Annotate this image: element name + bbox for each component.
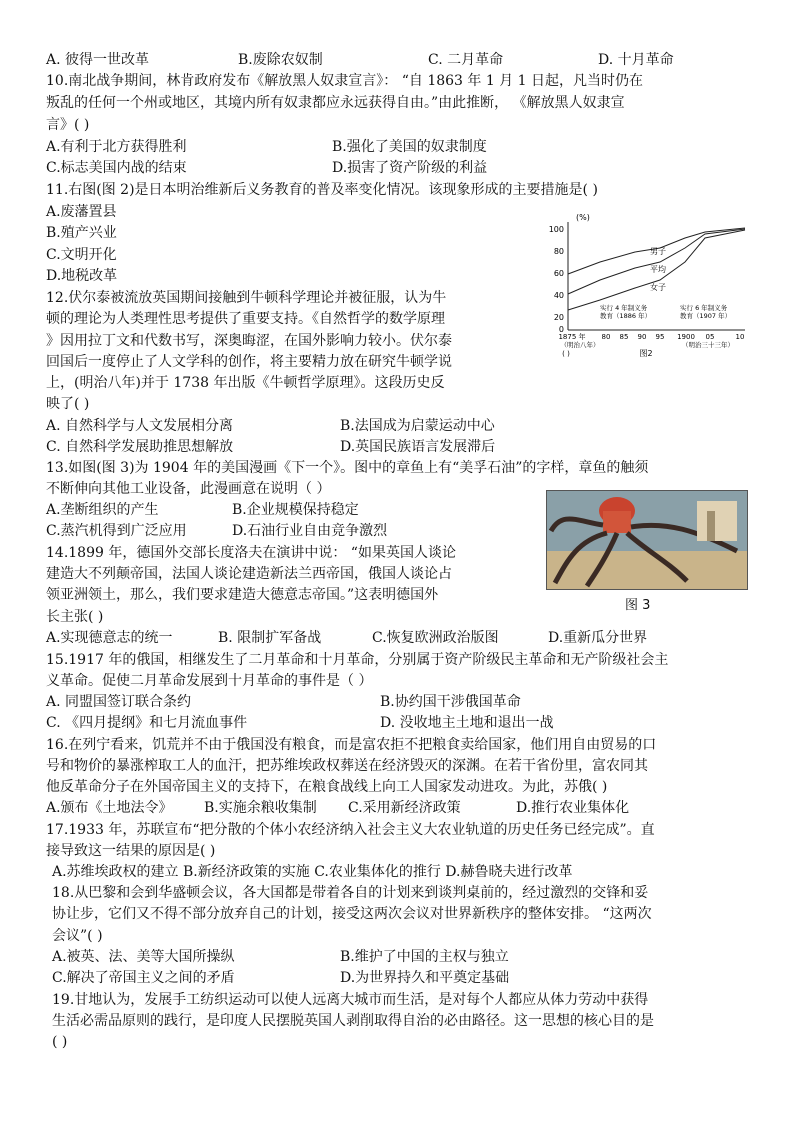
fig2-caption: 图2 (639, 349, 653, 358)
q12-stem-line-4: 回国后一度停止了人文学科的创作，将主要精力放在研究牛顿学说 (46, 354, 452, 370)
fig2-xtick-95: 95 (655, 333, 665, 341)
q15-option-d: D. 没收地主土地和退出一战 (380, 715, 554, 731)
q9-option-c: C. 二月革命 (428, 52, 504, 68)
q15-option-c: C. 《四月提纲》和七月流血事件 (46, 715, 248, 731)
q10-stem-line-3: 言》( ) (46, 117, 90, 133)
fig2-ytick-60: 60 (553, 269, 564, 278)
fig2-ytick-20: 20 (553, 313, 564, 322)
q14-stem-line-1: 14.1899 年，德国外交部长度洛夫在演讲中说： “如果英国人谈论 (46, 545, 456, 561)
fig2-xtick-10: 10 (735, 333, 745, 341)
fig2-label-female: 女子 (650, 283, 666, 292)
q19-stem-line-2: 生活必需品原则的践行，是印度人民摆脱英国人剥削取得自治的必由路径。这一思想的核心目的是 (52, 1013, 654, 1029)
q14-stem-line-2: 建造大不列颠帝国，法国人谈论建造新法兰西帝国，俄国人谈论占 (46, 566, 452, 582)
q15-option-a: A. 同盟国签订联合条约 (46, 694, 192, 710)
q11-option-c: C.文明开化 (46, 247, 117, 263)
q13-option-c: C.蒸汽机得到广泛应用 (46, 523, 187, 539)
figure-3-caption: 图 3 (625, 598, 651, 613)
q18-stem-line-2: 协让步，它们又不得不部分放弃自己的计划，接受这两次会议对世界新秩序的整体安排。 “这两次 (52, 906, 652, 922)
fig2-xtick-1875: 1875 年 (558, 333, 586, 341)
fig2-label-average: 平均 (650, 265, 666, 274)
q11-option-d: D.地税改革 (46, 268, 118, 284)
fig2-x-sub-left: （明治八年） (560, 341, 600, 349)
q16-option-b: B.实施余粮收集制 (204, 800, 317, 816)
q16-stem-line-1: 16.在列宁看来，饥荒并不由于俄国没有粮食，而是富农拒不把粮食卖给国家，他们用自由贸易的口 (46, 737, 657, 753)
q12-option-d: D.英国民族语言发展滞后 (340, 439, 496, 455)
fig2-ytick-0: 0 (558, 325, 564, 334)
q9-option-b: B.废除农奴制 (238, 52, 323, 68)
q17-stem-line-1: 17.1933 年，苏联宣布“把分散的个体小农经济纳入社会主义大农业轨道的历史任务已经完成”。直 (46, 822, 655, 838)
q13-option-d: D.石油行业自由竞争激烈 (232, 523, 388, 539)
fig2-xtick-85: 85 (619, 333, 629, 341)
q12-option-a: A. 自然科学与人文发展相分离 (46, 418, 234, 434)
q15-option-b: B.协约国干涉俄国革命 (380, 694, 521, 710)
figure-3-cartoon (546, 490, 748, 590)
q12-stem-line-2: 顿的理论为人类理性思考提供了重要支持。《自然哲学的数学原理 (46, 311, 445, 327)
q11-option-b: B.殖产兴业 (46, 225, 117, 241)
q13-option-b: B.企业规模保持稳定 (232, 502, 359, 518)
q18-stem-line-3: 会议”( ) (52, 928, 103, 944)
q19-stem-line-1: 19.甘地认为，发展手工纺织运动可以使人远离大城市而生活，是对每个人都应从体力劳动中获得 (52, 992, 649, 1008)
q19-stem-line-3: ( ) (52, 1034, 68, 1050)
figure-2-chart (540, 210, 750, 360)
q10-stem-line-1: 10.南北战争期间，林肯政府发布《解放黑人奴隶宣言》： “自 1863 年 1 月 1 日起，凡当时仍在 (46, 73, 644, 89)
octopus-illustration (547, 491, 747, 589)
q10-stem-line-2: 叛乱的任何一个州或地区，其境内所有奴隶都应永远获得自由。”由此推断， 《解放黑人奴隶宣 (46, 95, 625, 111)
fig2-xtick-90: 90 (637, 333, 647, 341)
q12-stem-line-6: 映了( ) (46, 396, 90, 412)
q14-option-c: C.恢复欧洲政治版图 (372, 630, 499, 646)
q14-stem-line-4: 长主张( ) (46, 609, 104, 625)
q16-stem-line-3: 他反革命分子在外国帝国主义的支持下，在粮食战线上向工人国家发动进攻。为此，苏俄( ) (46, 779, 608, 795)
q10-option-a: A.有利于北方获得胜利 (46, 139, 187, 155)
q16-option-a: A.颁布《土地法令》 (46, 800, 173, 816)
q14-option-d: D.重新瓜分世界 (548, 630, 648, 646)
q9-option-d: D. 十月革命 (598, 52, 674, 68)
q12-stem-line-3: 》因用拉丁文和代数书写，深奥晦涩，在国外影响力较小。伏尔泰 (46, 333, 452, 349)
q18-stem-line-1: 18.从巴黎和会到华盛顿会议，各大国都是带着各自的计划来到谈判桌前的，经过激烈的交锋和妥 (52, 885, 649, 901)
fig2-note-1886-b: 教育（1886 年） (600, 312, 652, 320)
q11-stem: 11.右图(图 2)是日本明治维新后义务教育的普及率变化情况。该现象形成的主要措施是( ) (46, 182, 598, 198)
fig2-xtick-80: 80 (601, 333, 611, 341)
q15-stem-line-2: 义革命。促使二月革命发展到十月革命的事件是（ ） (46, 673, 373, 689)
fig2-ytick-100: 100 (548, 225, 564, 234)
q9-option-a: A. 彼得一世改革 (46, 52, 150, 68)
q12-option-c: C. 自然科学发展助推思想解放 (46, 439, 234, 455)
q17-options: A.苏维埃政权的建立 B.新经济政策的实施 C.农业集体化的推行 D.赫鲁晓夫进行改革 (52, 864, 573, 880)
q13-stem-line-1: 13.如图(图 3)为 1904 年的美国漫画《下一个》。图中的章鱼上有“美孚石油”的字样，章鱼的触须 (46, 460, 649, 476)
q12-stem-line-5: 上，(明治八年)并于 1738 年出版《牛顿哲学原理》。这段历史反 (46, 375, 445, 391)
q14-option-a: A.实现德意志的统一 (46, 630, 173, 646)
q18-option-d: D.为世界持久和平奠定基础 (340, 970, 510, 986)
q13-stem-line-2: 不断伸向其他工业设备，此漫画意在说明（ ） (46, 481, 331, 497)
fig2-unit: (%) (576, 213, 590, 222)
fig2-xtick-05: 05 (705, 333, 715, 341)
q13-option-a: A.垄断组织的产生 (46, 502, 159, 518)
fig2-paren: ( ) (562, 350, 570, 358)
q10-option-b: B.强化了美国的奴隶制度 (332, 139, 487, 155)
q11-option-a: A.废藩置县 (46, 204, 117, 220)
q18-option-c: C.解决了帝国主义之间的矛盾 (52, 970, 235, 986)
q10-option-d: D.损害了资产阶级的利益 (332, 160, 488, 176)
fig2-note-1907-b: 教育（1907 年） (680, 312, 732, 320)
q14-option-b: B. 限制扩军备战 (218, 630, 322, 646)
fig2-ytick-40: 40 (553, 291, 564, 300)
fig2-xtick-1900: 1900 (677, 333, 695, 341)
fig2-note-1907-a: 实行 6 年制义务 (680, 304, 728, 312)
fig2-x-sub-right: （明治三十三年） (682, 341, 734, 349)
fig2-label-male: 男子 (650, 247, 666, 256)
q16-option-d: D.推行农业集体化 (516, 800, 630, 816)
q16-stem-line-2: 号和物价的暴涨榨取工人的血汗，把苏维埃政权葬送在经济毁灭的深渊。在若干省份里，富农同其 (46, 758, 648, 774)
q17-stem-line-2: 接导致这一结果的原因是( ) (46, 843, 216, 859)
q12-option-b: B.法国成为启蒙运动中心 (340, 418, 495, 434)
q15-stem-line-1: 15.1917 年的俄国，相继发生了二月革命和十月革命，分别属于资产阶级民主革命和无产阶级社会主 (46, 652, 669, 668)
q14-stem-line-3: 领亚洲领土，那么，我们要求建造大德意志帝国。”这表明德国外 (46, 587, 439, 603)
q16-option-c: C.采用新经济政策 (348, 800, 461, 816)
fig2-note-1886-a: 实行 4 年制义务 (600, 304, 648, 312)
fig2-ytick-80: 80 (553, 247, 564, 256)
q18-option-b: B.维护了中国的主权与独立 (340, 949, 509, 965)
q10-option-c: C.标志美国内战的结束 (46, 160, 187, 176)
q12-stem-line-1: 12.伏尔泰被流放英国期间接触到牛顿科学理论并被征服，认为牛 (46, 290, 447, 306)
q18-option-a: A.被英、法、美等大国所操纵 (52, 949, 235, 965)
